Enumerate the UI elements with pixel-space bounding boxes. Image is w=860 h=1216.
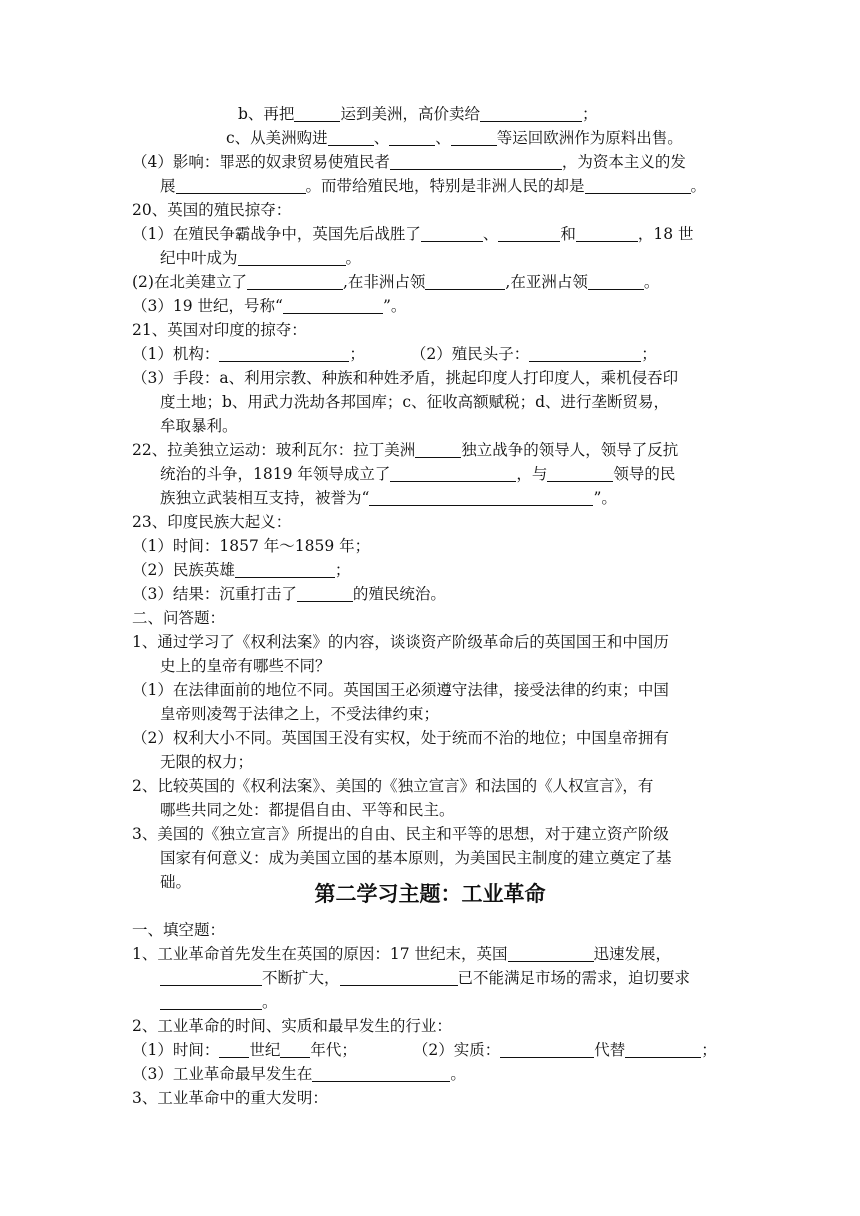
section-title: 第二学习主题：工业革命: [314, 882, 546, 906]
blank: [415, 441, 461, 458]
line-22-cont: 统治的斗争，1819 年领导成立了 ，与 领导的民: [160, 465, 676, 483]
ir-2: 2、工业革命的时间、实质和最早发生的行业：: [132, 1017, 452, 1035]
blank: [576, 225, 638, 242]
blank: [312, 1065, 450, 1082]
line-20-3: （3）19 世纪，号称“ ”。: [132, 297, 407, 315]
ir-2-1: （1）时间： 世纪 年代； （2）实质： 代替 ；: [132, 1041, 717, 1059]
qa-1-answer-2-cont: 无限的权力；: [160, 753, 254, 771]
line-slave-trade-b: b、再把 运到美洲，高价卖给 ；: [238, 105, 598, 123]
line-23-3: （3）结果：沉重打击了 的殖民统治。: [132, 585, 446, 603]
line-21-3: （3）手段：a、利用宗教、种族和种姓矛盾，挑起印度人打印度人，乘机侵吞印: [132, 369, 679, 387]
blank: [219, 345, 349, 362]
line-slave-trade-c: c、从美洲购进 、 、 等运回欧洲作为原料出售。: [226, 129, 683, 147]
heading-23: 23、印度民族大起义：: [132, 513, 292, 531]
qa-3: 3、美国的《独立宣言》所提出的自由、民主和平等的思想，对于建立资产阶级: [132, 825, 669, 843]
qa-1: 1、通过学习了《权利法案》的内容，谈谈资产阶级革命后的英国国王和中国历: [132, 633, 669, 651]
line-20-1: （1）在殖民争霸战争中，英国先后战胜了 、 和 ，18 世: [132, 225, 694, 243]
blank: [247, 273, 343, 290]
line-22-end: 族独立武装相互支持，被誉为“ ”。: [160, 489, 617, 507]
heading-21: 21、英国对印度的掠夺：: [132, 321, 307, 339]
blank: [176, 177, 306, 194]
blank: [160, 969, 262, 986]
fill-blank-heading: 一、填空题：: [132, 921, 226, 939]
qa-1-answer-1-cont: 皇帝则凌驾于法律之上，不受法律约束；: [160, 705, 440, 723]
section-qa-heading: 二、问答题：: [132, 609, 226, 627]
line-23-2: （2）民族英雄 ；: [132, 561, 351, 579]
ir-1-end: 。: [160, 991, 278, 1013]
blank: [547, 465, 613, 482]
line-20-2: (2)在北美建立了 ,在非洲占领 ,在亚洲占领 。: [132, 273, 660, 291]
ir-3: 3、工业革命中的重大发明：: [132, 1089, 328, 1107]
blank: [480, 105, 582, 122]
blank: [390, 465, 516, 482]
line-22: 22、拉美独立运动：玻利瓦尔：拉丁美洲 独立战争的领导人，领导了反抗: [132, 441, 679, 459]
blank: [369, 489, 593, 506]
blank: [160, 993, 262, 1010]
heading-20: 20、英国的殖民掠夺：: [132, 201, 292, 219]
blank: [280, 1041, 310, 1058]
blank: [508, 945, 594, 962]
blank: [425, 273, 505, 290]
blank: [529, 345, 641, 362]
ir-1-cont: 不断扩大， 已不能满足市场的需求，迫切要求: [160, 967, 690, 989]
line-21-3-end: 牟取暴利。: [160, 417, 238, 435]
blank: [451, 129, 497, 146]
blank: [294, 105, 340, 122]
blank: [588, 273, 644, 290]
blank: [500, 1041, 594, 1058]
line-23-1: （1）时间：1857 年～1859 年；: [132, 537, 371, 555]
line-20-1-cont: 纪中叶成为 。: [160, 249, 362, 267]
ir-1: 1、工业革命首先发生在英国的原因：17 世纪末，英国 迅速发展，: [132, 945, 672, 963]
line-impact-cont: 展 。而带给殖民地，特别是非洲人民的却是 。: [160, 177, 707, 195]
blank: [389, 129, 435, 146]
ir-2-3: （3）工业革命最早发生在 。: [132, 1065, 466, 1083]
line-21-1: （1）机构： ； （2）殖民头子： ；: [132, 345, 657, 363]
line-impact: （4）影响：罪恶的奴隶贸易使殖民者 ，为资本主义的发: [132, 153, 686, 171]
blank: [328, 129, 374, 146]
blank: [238, 249, 346, 266]
blank: [297, 585, 353, 602]
qa-1-cont: 史上的皇帝有哪些不同？: [160, 657, 331, 675]
blank: [235, 561, 335, 578]
qa-2: 2、比较英国的《权利法案》、美国的《独立宣言》和法国的《人权宣言》，有: [132, 777, 654, 795]
blank: [390, 153, 562, 170]
qa-3-cont: 国家有何意义：成为美国立国的基本原则，为美国民主制度的建立奠定了基: [160, 849, 672, 867]
blank: [283, 297, 383, 314]
qa-3-end: 础。: [160, 873, 192, 891]
blank: [585, 177, 691, 194]
blank: [219, 1041, 249, 1058]
qa-2-cont: 哪些共同之处：都提倡自由、平等和民主。: [160, 801, 455, 819]
blank: [340, 969, 458, 986]
qa-1-answer-2: （2）权利大小不同。英国国王没有实权，处于统而不治的地位；中国皇帝拥有: [132, 729, 669, 747]
qa-1-answer-1: （1）在法律面前的地位不同。英国国王必须遵守法律，接受法律的约束；中国: [132, 681, 669, 699]
blank: [421, 225, 483, 242]
blank: [498, 225, 560, 242]
blank: [625, 1041, 701, 1058]
line-21-3-cont: 度土地；b、用武力洗劫各邦国库；c、征收高额赋税；d、进行垄断贸易，: [160, 393, 670, 411]
